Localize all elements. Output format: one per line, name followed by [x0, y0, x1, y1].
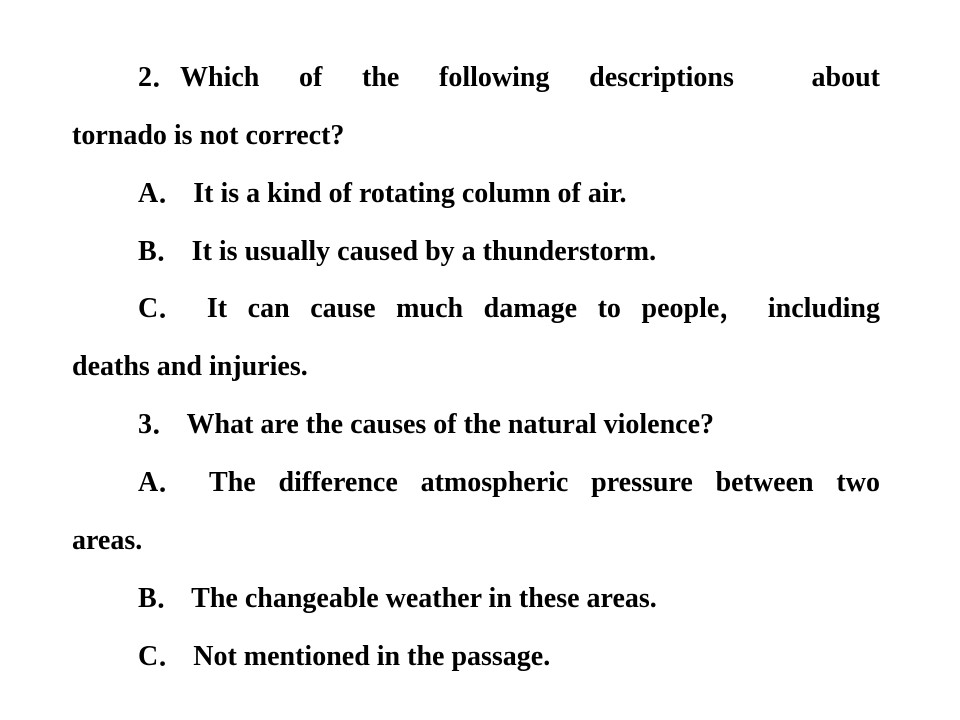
- question-3-option-a-line-1: [138, 466, 880, 500]
- option-c-word: C．: [138, 293, 187, 324]
- option-a-word: difference: [278, 467, 398, 498]
- question-2-word: descriptions: [589, 62, 734, 93]
- question-3-option-a-line-2: areas.: [72, 525, 143, 556]
- question-2-word: about: [811, 62, 880, 93]
- question-3-line-1: 3． What are the causes of the natural violence?: [138, 409, 715, 440]
- question-2-line-1: [138, 61, 880, 95]
- option-c-word: damage: [483, 293, 577, 324]
- option-a-word: The: [209, 467, 256, 498]
- option-a-word: A．: [138, 467, 187, 498]
- option-a-word: between: [715, 467, 814, 498]
- option-c-word: people，: [641, 293, 748, 324]
- option-c-word: to: [597, 293, 621, 324]
- question-2-option-b: B． It is usually caused by a thunderstorm.: [138, 236, 657, 267]
- question-2-word: 2．Which: [138, 62, 260, 93]
- question-2-option-c-line-2: deaths and injuries.: [72, 351, 308, 382]
- question-2-option-c-line-1: [138, 292, 880, 326]
- option-c-word: much: [396, 293, 464, 324]
- option-c-word: It: [206, 293, 228, 324]
- question-2-word: of: [299, 62, 323, 93]
- question-2-word: the: [362, 62, 400, 93]
- question-3-option-c: C． Not mentioned in the passage.: [138, 641, 551, 672]
- option-a-word: two: [836, 467, 880, 498]
- option-a-word: pressure: [591, 467, 693, 498]
- option-a-word: atmospheric: [420, 467, 569, 498]
- question-3-option-b: B． The changeable weather in these areas.: [138, 583, 657, 614]
- question-2-word: following: [439, 62, 550, 93]
- question-2-line-2: tornado is not correct?: [72, 120, 345, 151]
- option-c-word: including: [767, 293, 880, 324]
- question-2-option-a: A． It is a kind of rotating column of air.: [138, 178, 627, 209]
- option-c-word: cause: [310, 293, 376, 324]
- option-c-word: can: [247, 293, 290, 324]
